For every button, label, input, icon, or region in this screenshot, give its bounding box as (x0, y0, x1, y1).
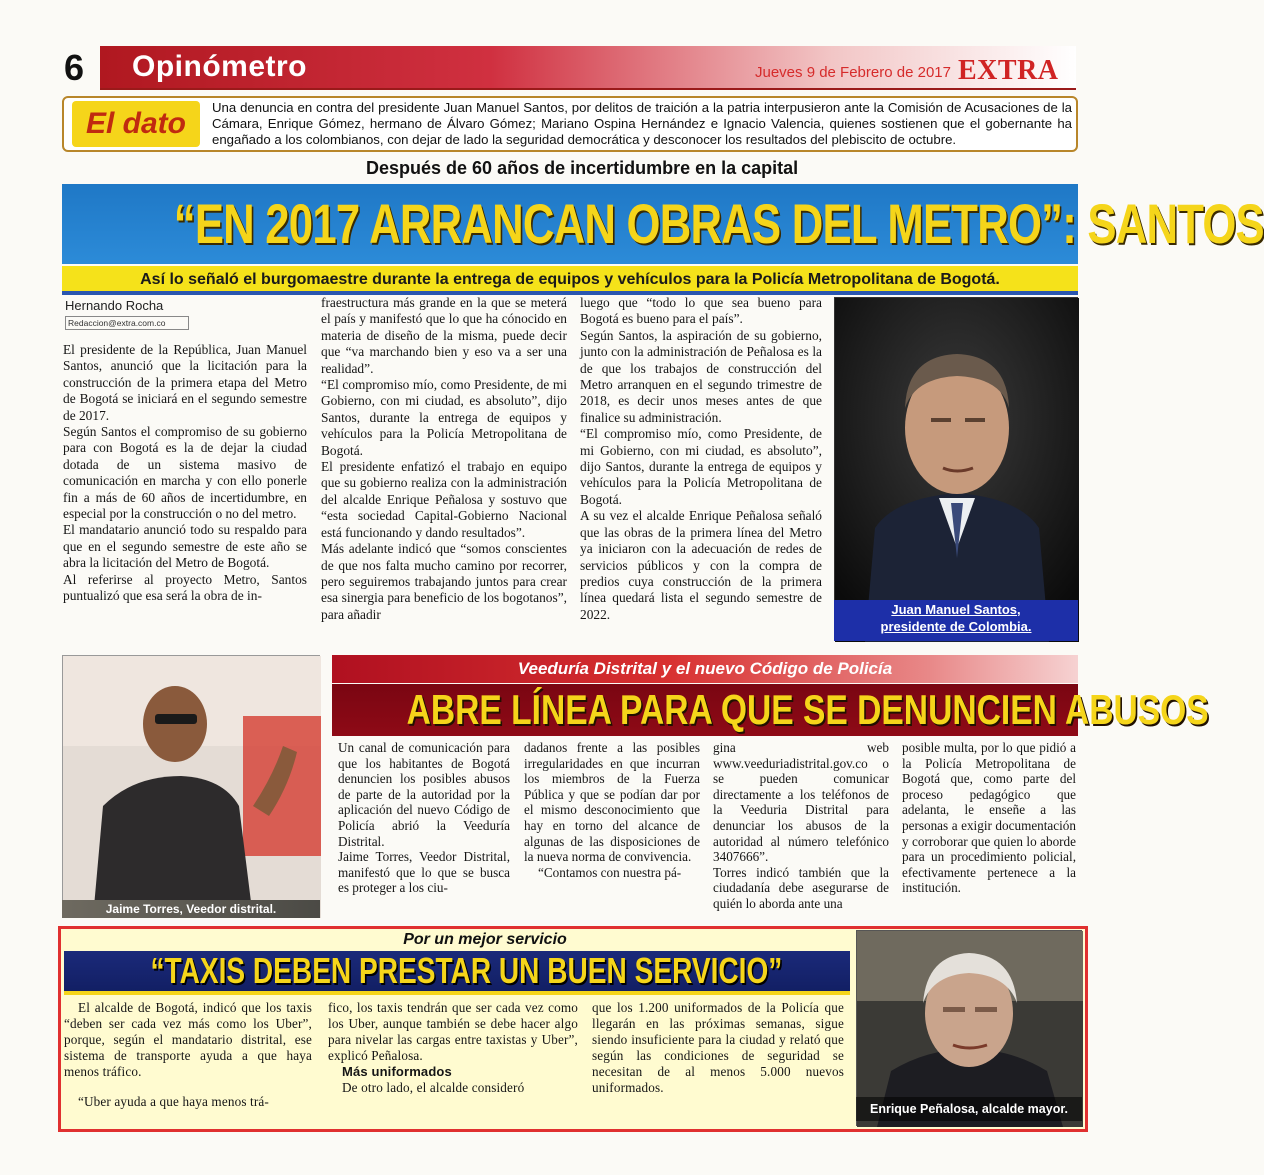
santos-caption-line-1: Juan Manuel Santos, (891, 602, 1021, 617)
article-paragraph: Al referirse al proyecto Metro, Santos puntualizó que esa será la obra de in- (63, 571, 307, 604)
taxis-subhead: Más uniformados (342, 1064, 452, 1079)
taxis-column-3 (592, 1000, 844, 1096)
article-paragraph: De otro lado, el alcalde consideró (342, 1080, 525, 1095)
article-paragraph: “Contamos con nuestra pá- (538, 864, 682, 880)
penalosa-photo-caption: Enrique Peñalosa, alcalde mayor. (869, 1102, 1068, 1116)
main-headline: “EN 2017 ARRANCAN OBRAS DEL METRO”: SANTOS (173, 192, 1264, 255)
article-paragraph: El presidente de la República, Juan Manuel Santos, anunció que la licitación para la construcción de la primera etapa del Metro de Bogotá se iniciará en el segundo semestre de 2017. (63, 342, 307, 423)
article-paragraph: luego que “todo lo que sea bueno para Bogotá es bueno para el país”. (580, 295, 822, 327)
byline-email[interactable]: Redaccion@extra.com.co (65, 316, 189, 330)
article-paragraph: A su vez el alcalde Enrique Peñalosa señaló que las obras de la primera línea del Metro ya iniciaron con la adecuación de redes de servicios públicos y con la compra de predios cuya construcción de la primera línea quedará lista el segundo semestre de 2022. (580, 508, 822, 622)
article-paragraph: posible multa, por lo que pidió a la Policía Metropolitana de Bogotá que, como parte del proceso pedagógico que adelanta, le enseñe a las personas a exigir documentación y corroborar que quien lo aborde para un procedimiento policial, efectivamente pertenece a la institución. (902, 740, 1076, 896)
santos-caption-line-2: presidente de Colombia. (880, 619, 1032, 634)
veeduria-column-4 (902, 740, 1076, 896)
main-subhead: Así lo señaló el burgomaestre durante la entrega de equipos y vehículos para la Policía Metropolitana de Bogotá. (140, 271, 1000, 288)
article-paragraph: El presidente enfatizó el trabajo en equipo que su gobierno realiza con la administración del alcalde Enrique Peñalosa y sostuvo que “esta sociedad Capital-Gobierno Nacional está funcionando y dando resultados”. (321, 459, 567, 540)
article-column-1 (63, 342, 307, 605)
article-paragraph: gina web www.veeduriadistrital.gov.co o se pueden comunicar directamente a los teléfonos de la Veeduria Distrital para denunciar los abusos de la autoridad al número telefónico 3407666”. (713, 740, 889, 865)
article-paragraph: Más adelante indicó que “somos conscientes de que nos falta mucho camino por recorrer, pero seguiremos trabajando juntos para crear esa sinergia para beneficio de los bogotanos”, para añadir (321, 541, 567, 622)
article-paragraph: Según Santos el compromiso de su gobierno para con Bogotá es la de dejar la ciudad dotada de un sistema masivo de comunicación en marcha y con ello ponerle fin a más de 60 años de incertidumbre, en especial por la construcción o no del metro. (63, 424, 307, 522)
jaime-torres-photo (62, 655, 320, 917)
article-column-3 (580, 295, 822, 623)
taxis-headline: “TAXIS DEBEN PRESTAR UN BUEN SERVICIO” (150, 950, 783, 991)
page-number: 6 (64, 47, 85, 88)
taxis-column-2 (328, 1000, 578, 1096)
article-column-2 (321, 295, 567, 623)
veeduria-column-3 (713, 740, 889, 912)
issue-date: Jueves 9 de Febrero de 2017 (755, 64, 951, 81)
veeduria-column-1 (338, 740, 510, 896)
article-paragraph: dadanos frente a las posibles irregularidades en que incurran los miembros de la Fuerza Pública y que se podían dar por el mismo desconocimiento que hay en torno del alcance de algunas de las disposiciones de la nueva norma de convivencia. (524, 740, 700, 865)
jaime-photo-caption: Jaime Torres, Veedor distrital. (105, 902, 277, 916)
santos-photo (834, 297, 1078, 641)
santos-photo-caption (834, 601, 1078, 635)
taxis-headline-stripe (64, 991, 850, 995)
article-paragraph: Jaime Torres, Veedor Distrital, manifestó que lo que se busca es proteger a los ciu- (338, 849, 510, 896)
newspaper-logo: EXTRA (958, 55, 1059, 86)
veeduria-headline: ABRE LÍNEA PARA QUE SE DENUNCIEN ABUSOS (406, 686, 1209, 733)
veeduria-column-2 (524, 740, 700, 880)
article-paragraph: Según Santos, la aspiración de su gobierno, junto con la administración de Peñalosa es la de que los trabajos de construcción del Metro arranquen en el segundo trimestre de 2018, es decir unos meses antes de que finalice su administración. (580, 327, 822, 425)
section-title: Opinómetro (132, 50, 307, 83)
article-paragraph: El mandatario anunció todo su respaldo para que en el segundo semestre de este año se abra la licitación del Metro de Bogotá. (63, 522, 307, 571)
article-paragraph: Torres indicó también que la ciudadanía debe asegurarse de quién lo aborda ante una (713, 864, 889, 911)
jaime-torres-illustration (63, 656, 321, 918)
article-paragraph: “El compromiso mío, como Presidente, de mi Gobierno, con mi ciudad, es absoluto”, dijo Santos, durante la entrega de equipos y vehículos para la Policía Metropolitana de Bogotá. (321, 377, 567, 458)
article-paragraph: Un canal de comunicación para que los habitantes de Bogotá denuncien los posibles abusos de parte de la autoridad por la aplicación del nuevo Código de Policía abrió la Veeduría Distrital. (338, 740, 510, 849)
article-paragraph: El alcalde de Bogotá, indicó que los taxis “deben ser cada vez más como los Uber”, porque, según el mandatario distrital, ese sistema de transporte ayuda a que haya menos tráfico. (64, 1000, 312, 1079)
main-kicker: Después de 60 años de incertidumbre en la capital (366, 158, 799, 178)
el-dato-text: Una denuncia en contra del presidente Juan Manuel Santos, por delitos de traición a la patria interpusieron ante la Comisión de Acusaciones de la Cámara, Enrique Gómez, hermano de Álvaro Gómez; Mariano Ospina Hernández e Ignacio Valencia, quienes sostienen que el gobernante ha engañado a los colombianos, con dejar de lado la seguridad democrática y desconocer los resultados del plebiscito de octubre. (212, 100, 1072, 147)
article-paragraph: que los 1.200 uniformados de la Policía que llegarán en las próximas semanas, sigue siendo insuficiente para la ciudad y relató que según las condiciones de seguridad se necesitan de al menos 5.000 nuevos uniformados. (592, 1000, 844, 1095)
article-paragraph: fico, los taxis tendrán que ser cada vez como los Uber, aunque también se debe hacer algo para nivelar las cargas entre taxistas y Uber”, explicó Peñalosa. (328, 1000, 578, 1063)
el-dato-label: El dato (72, 101, 200, 147)
byline-author: Hernando Rocha (65, 298, 164, 313)
taxis-kicker: Por un mejor servicio (403, 931, 567, 948)
veeduria-kicker: Veeduría Distrital y el nuevo Código de Policía (517, 659, 893, 678)
article-paragraph: fraestructura más grande en la que se meterá el país y manifestó que lo que ha cónocido en materia de diseño de la misma, puede decir que “va marchando bien y eso va a ser una realidad”. (321, 295, 567, 376)
article-paragraph: “El compromiso mío, como Presidente, de mi Gobierno, con mi ciudad, es absoluto”, dijo Santos, durante la entrega de equipos y vehículos para la Policía Metropolitana de Bogotá. (580, 426, 822, 507)
taxis-column-1 (64, 1000, 312, 1110)
article-paragraph: “Uber ayuda a que haya menos trá- (78, 1094, 269, 1109)
santos-portrait-illustration (835, 298, 1079, 642)
